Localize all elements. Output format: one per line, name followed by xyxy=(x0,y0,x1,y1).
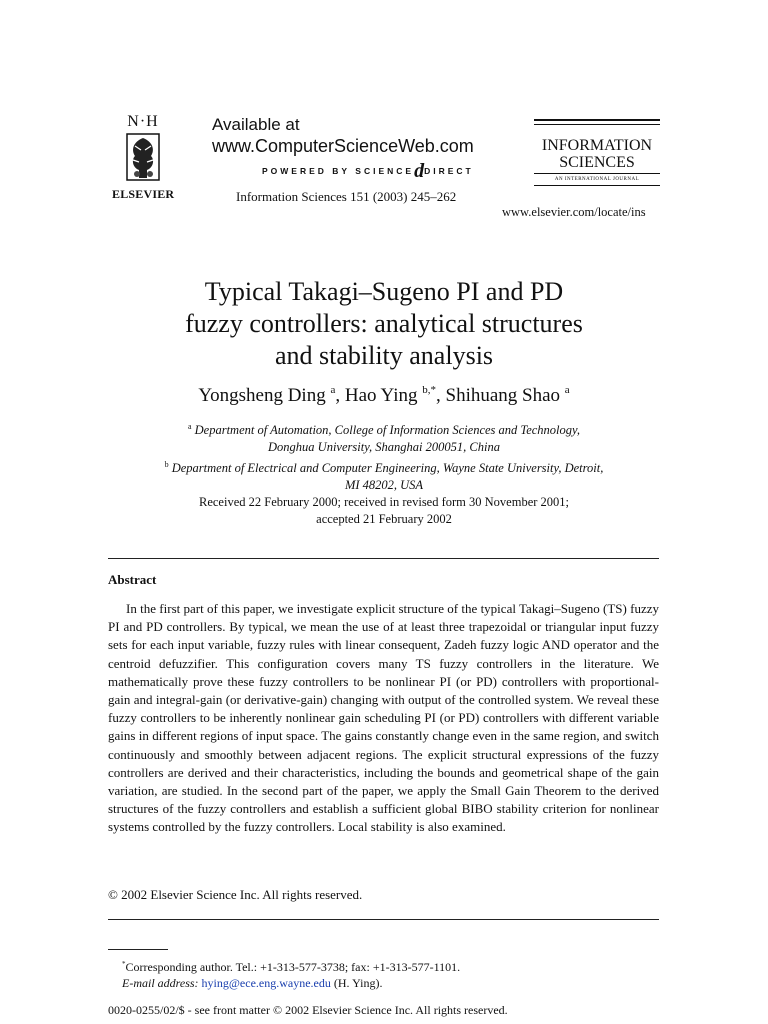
title-line3: and stability analysis xyxy=(274,341,494,370)
author-name: Yongsheng Ding xyxy=(198,385,326,406)
front-matter-line: 0020-0255/02/$ - see front matter © 2002 Elsevier Science Inc. All rights reserved. xyxy=(108,1003,508,1017)
dates-line2: accepted 21 February 2002 xyxy=(316,512,452,526)
powered-by-direct-label: DIRECT xyxy=(424,166,474,176)
footnote-line2 xyxy=(122,975,460,991)
footnote xyxy=(122,956,460,991)
availability-banner xyxy=(212,115,474,183)
abstract-heading: Abstract xyxy=(108,572,157,587)
affiliations xyxy=(120,418,648,494)
email-link[interactable]: hying@ece.eng.wayne.edu xyxy=(201,976,331,990)
abstract-top-rule xyxy=(108,558,659,559)
journal-url-link[interactable]: www.elsevier.com/locate/ins xyxy=(502,205,646,219)
science-direct-d-icon: d xyxy=(414,160,425,182)
author-name: Shihuang Shao xyxy=(445,385,561,406)
email-suffix: (H. Ying). xyxy=(333,976,383,990)
affiliation-b-line2: MI 48202, USA xyxy=(344,478,424,492)
publisher-name: ELSEVIER xyxy=(112,187,175,201)
affiliation-b-line1 xyxy=(120,456,648,477)
footnote-text: Corresponding author. Tel.: +1-313-577-3738; fax: +1-313-577-1101. xyxy=(125,960,461,974)
title-line1: Typical Takagi–Sugeno PI and PD xyxy=(204,277,564,306)
author-mark: a xyxy=(330,384,336,396)
elsevier-logo xyxy=(112,114,174,202)
journal-masthead xyxy=(534,116,660,189)
footnote-mark: * xyxy=(122,960,126,968)
affiliation-text: Department of Automation, College of Information Sciences and Technology, xyxy=(194,423,581,437)
affiliation-text: Department of Electrical and Computer Engineering, Wayne State University, Detroit, xyxy=(171,461,604,475)
author-list: Yongsheng Ding $^a$, Hao Ying $^{b,*}$, Shihuang Shao $^a$ xyxy=(198,384,570,406)
affiliation-mark: b xyxy=(164,460,169,469)
copyright-notice: © 2002 Elsevier Science Inc. All rights reserved. xyxy=(108,887,363,902)
masthead-rule-bottom xyxy=(534,185,660,186)
email-label: E-mail address: xyxy=(122,976,199,990)
masthead-rule-top-thin xyxy=(534,124,660,125)
publisher-mark: N·H xyxy=(127,113,159,130)
dates-line1: Received 22 February 2000; received in revised form 30 November 2001; xyxy=(198,495,570,509)
journal-title-line2: SCIENCES xyxy=(559,154,635,171)
affiliation-mark: a xyxy=(187,422,192,431)
abstract-body: In the first part of this paper, we investigate explicit structure of the typical Takagi–Sugeno (TS) fuzzy PI and PD controllers. By typical, we mean the use of at least three trapezoidal or triangular input fuzzy sets for each input variable, fuzzy rules with linear consequent, Zadeh fuzzy logic AND operator and the centroid defuzzifier. This configuration covers many TS fuzzy controllers in the literature. We mathematically prove these fuzzy controllers to be nonlinear PI (or PD) controllers with proportional-gain and integral-gain (or derivative-gain) changing with output of the controlled system. We reveal these fuzzy controllers to be inherently nonlinear gain scheduling PI (or PD) controllers with different variable gains in different regions of input space. The gains constantly change even in the same region, and switch continuously and smoothly between adjacent regions. The explicit structural expressions of the fuzzy controllers are derived and their characteristics, including the bounds and geometrical shape of the gain variation, are studied. In the second part of the paper, we apply the Small Gain Theorem to the derived structures of the fuzzy controllers and establish a sufficient global BIBO stability criterion for nonlinear systems controlled by the fuzzy controllers. Local stability is also examined. xyxy=(108,601,659,835)
journal-reference: Information Sciences 151 (2003) 245–262 xyxy=(236,189,457,204)
affiliation-a-line1 xyxy=(120,418,648,439)
elsevier-tree-icon xyxy=(123,132,163,184)
available-label: Available at xyxy=(212,115,300,134)
footnote-line1 xyxy=(122,956,460,975)
powered-by-line xyxy=(212,160,474,183)
author-name: Hao Ying xyxy=(344,385,418,406)
affiliation-a-line2: Donghua University, Shanghai 200051, China xyxy=(268,440,500,454)
footnote-rule xyxy=(108,949,168,950)
author-mark: b,* xyxy=(422,384,437,396)
masthead-rule-mid xyxy=(534,173,660,174)
article-dates xyxy=(120,494,648,528)
masthead-rule-top xyxy=(534,119,660,121)
author-mark: a xyxy=(564,384,570,396)
powered-by-science-label: POWERED BY SCIENCE xyxy=(262,166,415,176)
computer-science-web-link[interactable]: www.ComputerScienceWeb.com xyxy=(212,136,474,156)
journal-subtitle: AN INTERNATIONAL JOURNAL xyxy=(554,177,640,182)
abstract-bottom-rule xyxy=(108,919,659,920)
article-title xyxy=(84,276,684,372)
title-line2: fuzzy controllers: analytical structures xyxy=(185,309,583,338)
journal-title-line1: INFORMATION xyxy=(541,137,653,154)
